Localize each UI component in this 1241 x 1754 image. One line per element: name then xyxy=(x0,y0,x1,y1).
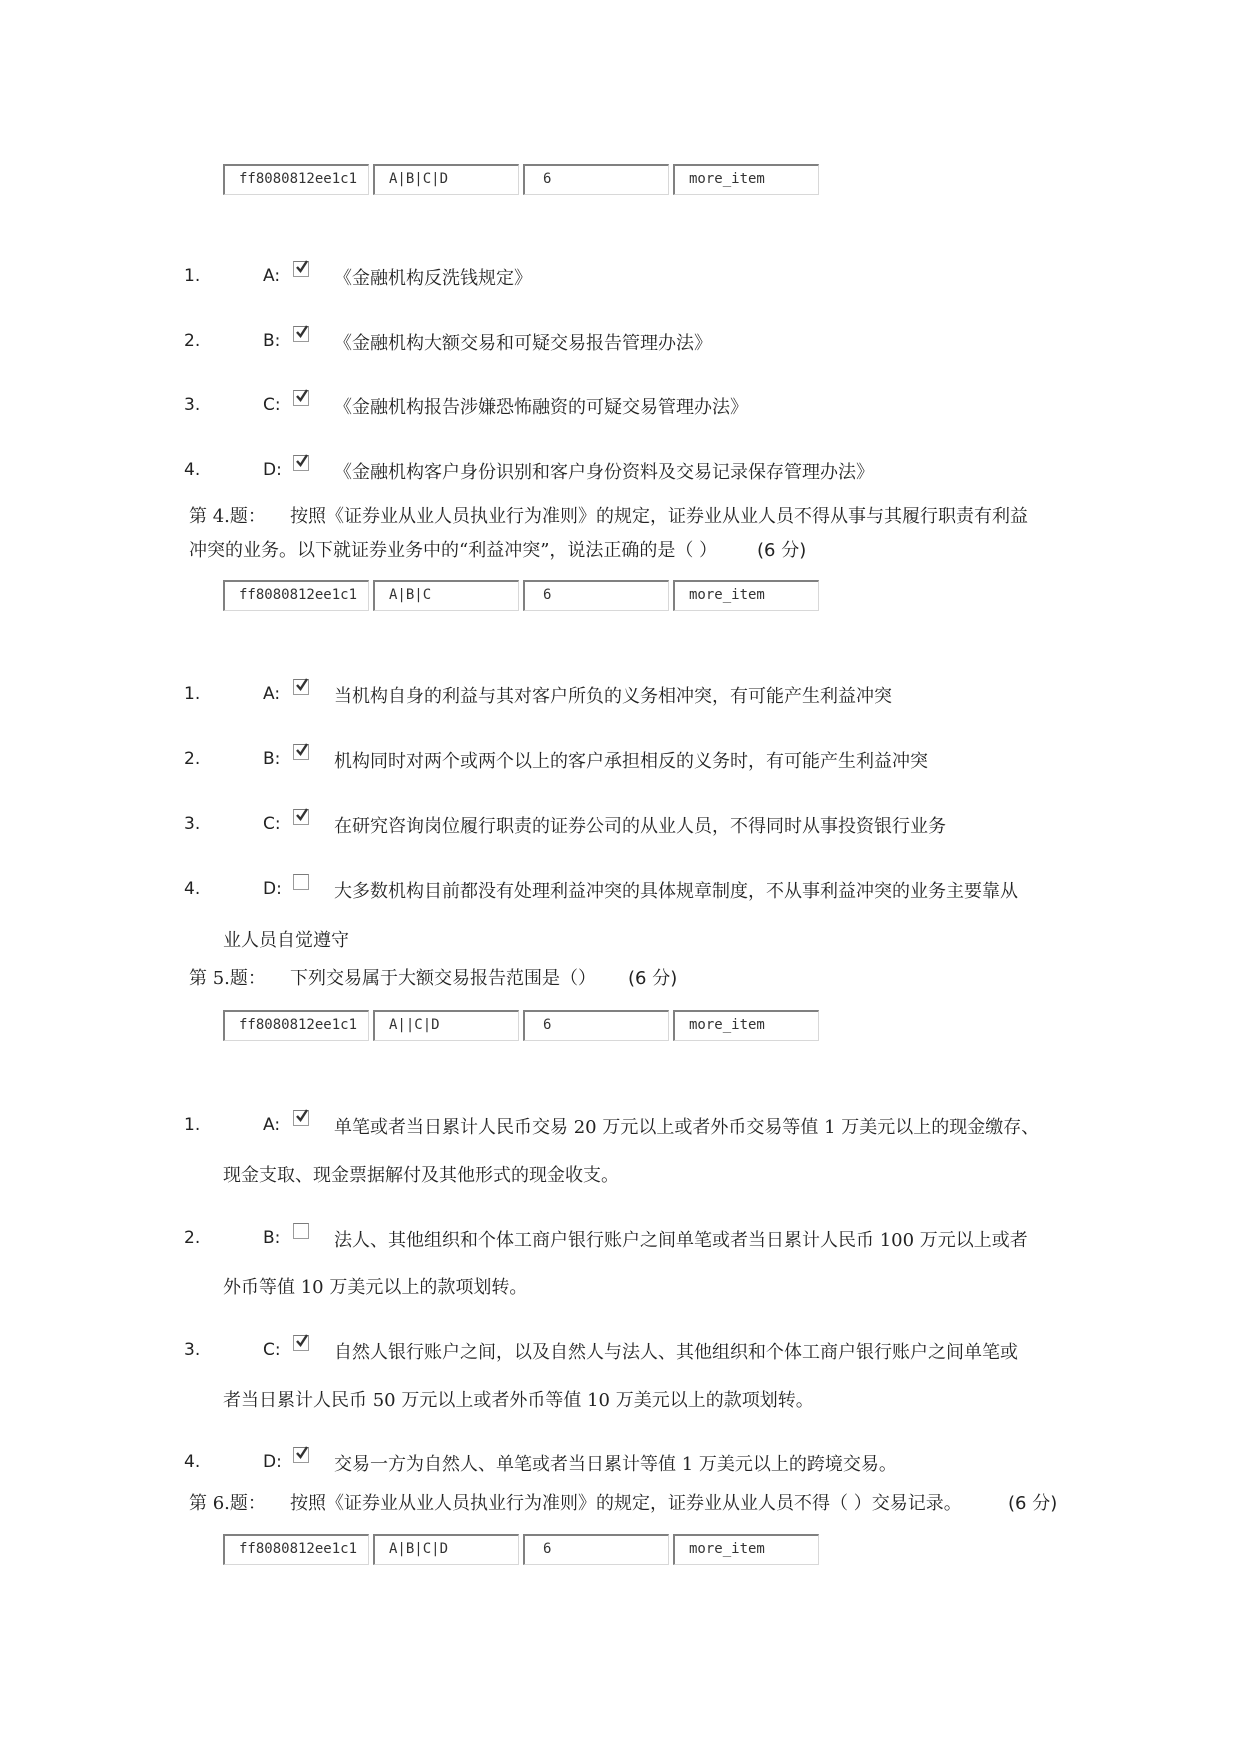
check-icon xyxy=(295,453,309,469)
option-letter: B: xyxy=(263,331,281,351)
check-icon xyxy=(295,388,309,404)
option-text: 《金融机构报告涉嫌恐怖融资的可疑交易管理办法》 xyxy=(334,397,748,418)
question-4-label: 第 4.题： xyxy=(189,506,266,527)
more-item-field[interactable]: more_item xyxy=(673,580,819,611)
checkbox-checked[interactable] xyxy=(293,390,309,406)
checkbox-checked[interactable] xyxy=(293,326,309,342)
question-6-label: 第 6.题： xyxy=(189,1493,266,1514)
checkbox-checked[interactable] xyxy=(293,1110,309,1126)
more-item-field[interactable]: more_item xyxy=(673,164,819,195)
checkbox-checked[interactable] xyxy=(293,261,309,277)
answer-field[interactable]: A|B|C|D xyxy=(373,164,519,195)
option-text: 当机构自身的利益与其对客户所负的义务相冲突，有可能产生利益冲突 xyxy=(334,686,892,707)
more-item-field[interactable]: more_item xyxy=(673,1534,819,1565)
answer-fields-row-3 xyxy=(223,1010,819,1043)
option-letter: C: xyxy=(263,395,281,415)
answer-fields-row-1 xyxy=(223,164,819,197)
option-number: 3. xyxy=(184,1340,201,1360)
question-id-field[interactable]: ff8080812ee1c1 xyxy=(223,1010,369,1041)
option-text: 机构同时对两个或两个以上的客户承担相反的义务时，有可能产生利益冲突 xyxy=(334,751,928,772)
option-text-continued: 现金支取、现金票据解付及其他形式的现金收支。 xyxy=(223,1165,619,1186)
option-number: 2. xyxy=(184,331,201,351)
checkbox-checked[interactable] xyxy=(293,744,309,760)
question-4-text-line2: 冲突的业务。以下就证券业务中的“利益冲突”，说法正确的是（ ） xyxy=(189,540,718,561)
option-text-continued: 业人员自觉遵守 xyxy=(223,930,349,951)
option-letter: A: xyxy=(263,1115,281,1135)
checkbox-unchecked[interactable] xyxy=(293,1223,309,1239)
score-field[interactable]: 6 xyxy=(523,580,669,611)
option-letter: B: xyxy=(263,749,281,769)
option-number: 2. xyxy=(184,749,201,769)
more-item-field[interactable]: more_item xyxy=(673,1010,819,1041)
option-text: 大多数机构目前都没有处理利益冲突的具体规章制度，不从事利益冲突的业务主要靠从 xyxy=(334,881,1018,902)
checkbox-checked[interactable] xyxy=(293,455,309,471)
option-letter: D: xyxy=(263,1452,282,1472)
option-text-continued: 外币等值 10 万美元以上的款项划转。 xyxy=(223,1277,528,1298)
question-6-score: (6 分) xyxy=(1008,1493,1058,1514)
question-4-score: (6 分) xyxy=(757,540,807,561)
option-number: 2. xyxy=(184,1228,201,1248)
option-text: 法人、其他组织和个体工商户银行账户之间单笔或者当日累计人民币 100 万元以上或者 xyxy=(334,1230,1028,1251)
option-letter: D: xyxy=(263,879,282,899)
option-text: 《金融机构反洗钱规定》 xyxy=(334,268,532,289)
option-text: 《金融机构客户身份识别和客户身份资料及交易记录保存管理办法》 xyxy=(334,462,874,483)
question-5-label: 第 5.题： xyxy=(189,968,266,989)
question-4-text-line1: 按照《证券业从业人员执业行为准则》的规定，证券业从业人员不得从事与其履行职责有利益 xyxy=(290,506,1028,527)
check-icon xyxy=(295,677,309,693)
option-number: 3. xyxy=(184,395,201,415)
checkbox-checked[interactable] xyxy=(293,1447,309,1463)
option-number: 1. xyxy=(184,1115,201,1135)
question-6-text: 按照《证券业从业人员执业行为准则》的规定，证券业从业人员不得（ ）交易记录。 xyxy=(290,1493,962,1514)
option-letter: A: xyxy=(263,266,281,286)
question-5-score: (6 分) xyxy=(628,968,678,989)
option-text: 交易一方为自然人、单笔或者当日累计等值 1 万美元以上的跨境交易。 xyxy=(334,1454,897,1475)
check-icon xyxy=(295,1333,309,1349)
option-text: 单笔或者当日累计人民币交易 20 万元以上或者外币交易等值 1 万美元以上的现金缴存、 xyxy=(334,1117,1040,1138)
option-number: 1. xyxy=(184,684,201,704)
question-5-text: 下列交易属于大额交易报告范围是（） xyxy=(290,968,596,989)
score-field[interactable]: 6 xyxy=(523,164,669,195)
option-letter: B: xyxy=(263,1228,281,1248)
option-number: 3. xyxy=(184,814,201,834)
checkbox-checked[interactable] xyxy=(293,1335,309,1351)
check-icon xyxy=(295,1108,309,1124)
check-icon xyxy=(295,259,309,275)
option-text: 在研究咨询岗位履行职责的证券公司的从业人员，不得同时从事投资银行业务 xyxy=(334,816,946,837)
score-field[interactable]: 6 xyxy=(523,1010,669,1041)
answer-field[interactable]: A|B|C|D xyxy=(373,1534,519,1565)
option-text: 《金融机构大额交易和可疑交易报告管理办法》 xyxy=(334,333,712,354)
score-field[interactable]: 6 xyxy=(523,1534,669,1565)
check-icon xyxy=(295,807,309,823)
option-number: 4. xyxy=(184,460,201,480)
question-id-field[interactable]: ff8080812ee1c1 xyxy=(223,164,369,195)
option-number: 1. xyxy=(184,266,201,286)
question-id-field[interactable]: ff8080812ee1c1 xyxy=(223,1534,369,1565)
answer-field[interactable]: A|B|C xyxy=(373,580,519,611)
option-letter: D: xyxy=(263,460,282,480)
option-number: 4. xyxy=(184,1452,201,1472)
option-text: 自然人银行账户之间，以及自然人与法人、其他组织和个体工商户银行账户之间单笔或 xyxy=(334,1342,1018,1363)
option-letter: A: xyxy=(263,684,281,704)
answer-field[interactable]: A||C|D xyxy=(373,1010,519,1041)
answer-fields-row-4 xyxy=(223,1534,819,1567)
check-icon xyxy=(295,324,309,340)
question-id-field[interactable]: ff8080812ee1c1 xyxy=(223,580,369,611)
answer-fields-row-2 xyxy=(223,580,819,613)
check-icon xyxy=(295,1445,309,1461)
checkbox-unchecked[interactable] xyxy=(293,874,309,890)
checkbox-checked[interactable] xyxy=(293,809,309,825)
option-text-continued: 者当日累计人民币 50 万元以上或者外币等值 10 万美元以上的款项划转。 xyxy=(223,1390,814,1411)
option-number: 4. xyxy=(184,879,201,899)
checkbox-checked[interactable] xyxy=(293,679,309,695)
check-icon xyxy=(295,742,309,758)
option-letter: C: xyxy=(263,814,281,834)
option-letter: C: xyxy=(263,1340,281,1360)
